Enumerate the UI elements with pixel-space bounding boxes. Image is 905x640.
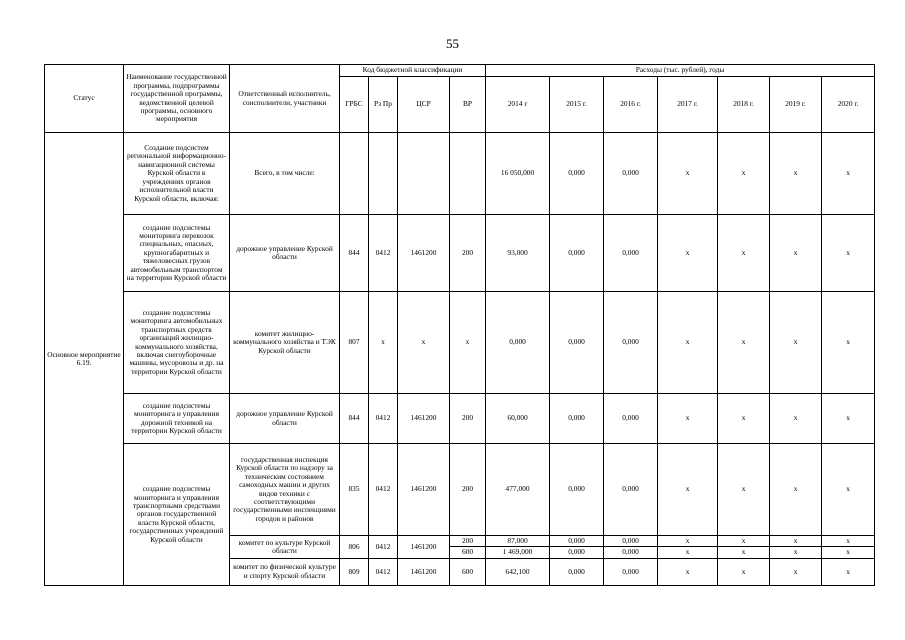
cell-2014: 16 050,000: [486, 133, 550, 215]
cell-2014: 477,000: [486, 444, 550, 536]
header-row-1: [45, 65, 875, 77]
table-row: [45, 394, 875, 444]
cell-csr: 1461200: [398, 444, 450, 536]
cell-vr: 200: [450, 536, 486, 547]
table-row: [45, 292, 875, 394]
header-status: Статус: [45, 65, 124, 133]
cell-2014: 60,000: [486, 394, 550, 444]
row-name: создание подсистемы мониторинга перевозок специальных, опасных, крупногабаритных и тяжеловесных грузов автомобильным транспортом на территории Курской области: [124, 215, 230, 292]
cell-vr: 200: [450, 215, 486, 292]
cell-2018: x: [718, 215, 770, 292]
cell-2014: 87,000: [486, 536, 550, 547]
cell-2017: x: [658, 292, 718, 394]
cell-grbs: 844: [340, 215, 369, 292]
header-vr: ВР: [450, 77, 486, 133]
cell-2016: 0,000: [604, 133, 658, 215]
cell-2015: 0,000: [550, 558, 604, 585]
cell-2019: x: [770, 547, 822, 558]
cell-2018: x: [718, 394, 770, 444]
cell-2016: 0,000: [604, 547, 658, 558]
cell-2017: x: [658, 536, 718, 547]
cell-2020: x: [822, 558, 875, 585]
cell-2018: x: [718, 133, 770, 215]
cell-grbs: [340, 133, 369, 215]
cell-2019: x: [770, 133, 822, 215]
page-number: 55: [446, 36, 459, 51]
spacer: [398, 585, 450, 586]
cell-2020: x: [822, 133, 875, 215]
status-cell: Основное мероприятие 6.19.: [45, 133, 124, 586]
cell-2014: 0,000: [486, 292, 550, 394]
cell-csr: 1461200: [398, 536, 450, 559]
cell-vr: 200: [450, 394, 486, 444]
spacer: [822, 585, 875, 586]
cell-grbs: 844: [340, 394, 369, 444]
spacer: [550, 585, 604, 586]
cell-2015: 0,000: [550, 133, 604, 215]
cell-rzpr: 0412: [369, 558, 398, 585]
cell-vr: 200: [450, 444, 486, 536]
cell-2020: x: [822, 215, 875, 292]
cell-grbs: 806: [340, 536, 369, 559]
cell-2018: x: [718, 558, 770, 585]
spacer: [718, 585, 770, 586]
cell-csr: 1461200: [398, 558, 450, 585]
spacer: [658, 585, 718, 586]
cell-csr: 1461200: [398, 394, 450, 444]
spacer: [486, 585, 550, 586]
header-rzpr: Рз Пр: [369, 77, 398, 133]
spacer: [450, 585, 486, 586]
cell-2016: 0,000: [604, 215, 658, 292]
cell-2014: 1 469,000: [486, 547, 550, 558]
row-name: создание подсистемы мониторинга и управления дорожной техникой на территории Курской области: [124, 394, 230, 444]
cell-rzpr: 0412: [369, 444, 398, 536]
row-executor: государственная инспекция Курской области по надзору за техническим состоянием самоходных машин и других видов техники с соответствующими государственными инспекциями городов и районов: [230, 444, 340, 536]
cell-rzpr: x: [369, 292, 398, 394]
cell-csr: [398, 133, 450, 215]
cell-2020: x: [822, 536, 875, 547]
cell-2016: 0,000: [604, 444, 658, 536]
cell-csr: x: [398, 292, 450, 394]
table-row: [45, 133, 875, 215]
cell-2019: x: [770, 215, 822, 292]
cell-2019: x: [770, 444, 822, 536]
header-year-2017: 2017 г.: [658, 77, 718, 133]
cell-2019: x: [770, 536, 822, 547]
header-csr: ЦСР: [398, 77, 450, 133]
cell-2017: x: [658, 558, 718, 585]
header-year-2016: 2016 г.: [604, 77, 658, 133]
row-executor: дорожное управление Курской области: [230, 215, 340, 292]
cell-2015: 0,000: [550, 536, 604, 547]
spacer: [604, 585, 658, 586]
header-executor: Ответственный исполнитель, соисполнители, участники: [230, 65, 340, 133]
cell-2016: 0,000: [604, 394, 658, 444]
cell-2017: x: [658, 547, 718, 558]
row-executor: дорожное управление Курской области: [230, 394, 340, 444]
cell-grbs: 835: [340, 444, 369, 536]
cell-2015: 0,000: [550, 215, 604, 292]
spacer: [770, 585, 822, 586]
header-year-2014: 2014 г: [486, 77, 550, 133]
cell-csr: 1461200: [398, 215, 450, 292]
header-expenses: Расходы (тыс. рублей), годы: [486, 65, 875, 77]
row-executor: комитет жилищно-коммунального хозяйства и ТЭК Курской области: [230, 292, 340, 394]
header-year-2015: 2015 г.: [550, 77, 604, 133]
row-executor: комитет по физической культуре и спорту Курской области: [230, 558, 340, 585]
cell-2016: 0,000: [604, 292, 658, 394]
cell-2015: 0,000: [550, 394, 604, 444]
cell-2019: x: [770, 558, 822, 585]
budget-table: [44, 64, 875, 586]
header-name: Наименование государственной программы, подпрограммы государственной программы, ведомственной целевой программы, основного мероприятия: [124, 65, 230, 133]
cell-2020: x: [822, 444, 875, 536]
cell-2015: 0,000: [550, 547, 604, 558]
cell-2018: x: [718, 444, 770, 536]
cell-2018: x: [718, 536, 770, 547]
cell-grbs: 809: [340, 558, 369, 585]
cell-2015: 0,000: [550, 292, 604, 394]
row-name: создание подсистемы мониторинга автомобильных транспортных средств организаций жилищно-коммунального хозяйства, включая снегоуборочные машины, мусоровозы и др. на территории Курской области: [124, 292, 230, 394]
cell-2018: x: [718, 292, 770, 394]
spacer: [230, 585, 340, 586]
cell-2020: x: [822, 547, 875, 558]
cell-vr: 600: [450, 547, 486, 558]
row-name: создание подсистемы мониторинга и управления транспортными средствами органов государственной власти Курской области, государственных учреждений Курской области: [124, 444, 230, 586]
cell-vr: 600: [450, 558, 486, 585]
cell-2019: x: [770, 394, 822, 444]
cell-2017: x: [658, 133, 718, 215]
cell-2020: x: [822, 292, 875, 394]
cell-rzpr: 0412: [369, 536, 398, 559]
table-row: [45, 215, 875, 292]
header-year-2019: 2019 г.: [770, 77, 822, 133]
cell-2019: x: [770, 292, 822, 394]
cell-2015: 0,000: [550, 444, 604, 536]
header-year-2020: 2020 г.: [822, 77, 875, 133]
cell-2016: 0,000: [604, 536, 658, 547]
cell-2014: 642,100: [486, 558, 550, 585]
table-row: [45, 444, 875, 536]
cell-2017: x: [658, 444, 718, 536]
header-grbs: ГРБС: [340, 77, 369, 133]
cell-2016: 0,000: [604, 558, 658, 585]
spacer: [340, 585, 369, 586]
cell-vr: x: [450, 292, 486, 394]
row-executor: Всего, в том числе:: [230, 133, 340, 215]
cell-vr: [450, 133, 486, 215]
header-year-2018: 2018 г.: [718, 77, 770, 133]
spacer: [369, 585, 398, 586]
cell-rzpr: [369, 133, 398, 215]
cell-grbs: 807: [340, 292, 369, 394]
row-name: Создание подсистем региональной информационно-навигационной системы Курской области в учреждениях органов исполнительной власти Курской области, включая:: [124, 133, 230, 215]
cell-rzpr: 0412: [369, 394, 398, 444]
cell-2017: x: [658, 215, 718, 292]
cell-2020: x: [822, 394, 875, 444]
cell-2017: x: [658, 394, 718, 444]
cell-rzpr: 0412: [369, 215, 398, 292]
row-executor: комитет по культуре Курской области: [230, 536, 340, 559]
cell-2014: 93,000: [486, 215, 550, 292]
cell-2018: x: [718, 547, 770, 558]
header-budget-code: Код бюджетной классификации: [340, 65, 486, 77]
